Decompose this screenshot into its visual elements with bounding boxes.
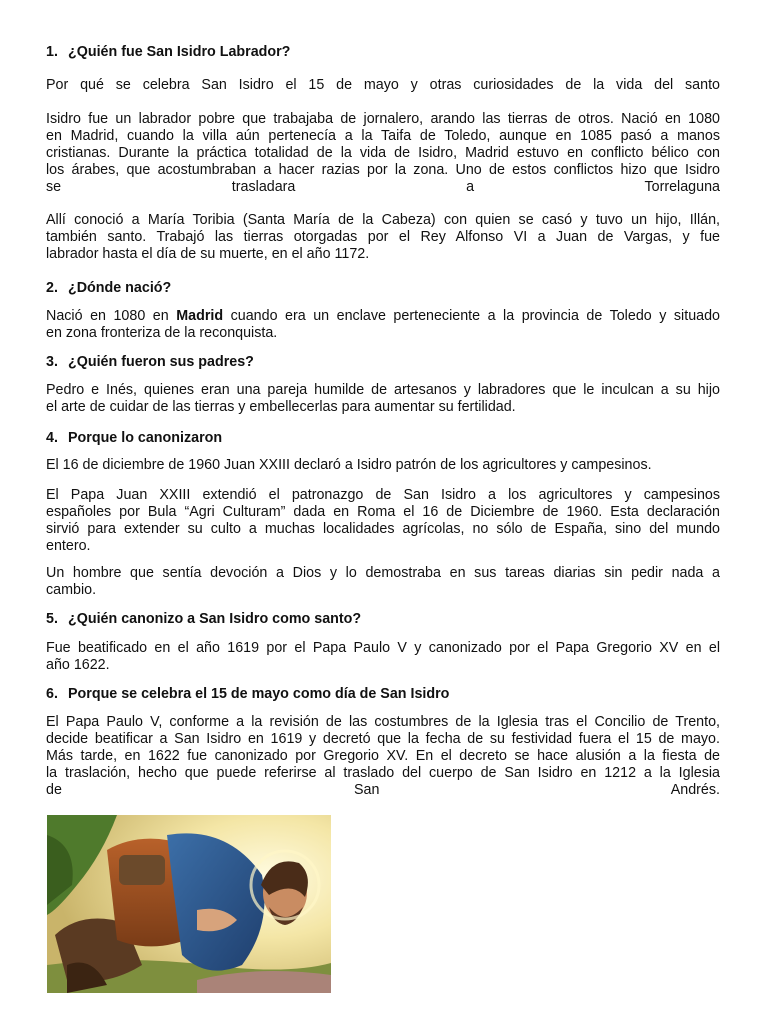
text-line xyxy=(46,308,720,325)
text-line: El Papa Juan XXIII extendió el patronazgo de San Isidro a los agricultores y campesinos xyxy=(46,487,720,503)
section-4-heading xyxy=(46,430,720,447)
section-1-heading xyxy=(46,44,720,61)
text-line: Un hombre que sentía devoción a Dios y lo demostraba en sus tareas diarias sin pedir nada a xyxy=(46,565,720,581)
section-1-paragraph-1 xyxy=(46,111,720,196)
section-3-paragraph xyxy=(46,382,720,416)
section-4-paragraph-3 xyxy=(46,565,720,599)
section-number: 5. xyxy=(46,611,58,627)
section-4-paragraph-1: El 16 de diciembre de 1960 Juan XXIII declaró a Isidro patrón de los agricultores y campesinos. xyxy=(46,457,652,473)
text-line: El Papa Paulo V, conforme a la revisión de las costumbres de la Iglesia tras el Concilio de Trento, xyxy=(46,714,720,730)
text-line: Fue beatificado en el año 1619 por el Papa Paulo V y canonizado por el Papa Gregorio XV en el xyxy=(46,640,720,656)
saint-illustration xyxy=(47,815,331,993)
text-line: decide beatificar a San Isidro en 1619 y decretó que la fecha de su festividad fuera el 15 de mayo. xyxy=(46,731,720,747)
section-6-heading xyxy=(46,686,720,703)
text-line: Isidro fue un labrador pobre que trabajaba de jornalero, arando las tierras de otros. Nació en 1080 xyxy=(46,111,720,127)
section-title: Porque lo canonizaron xyxy=(68,430,223,446)
text-line: de San Andrés. xyxy=(46,782,720,798)
text-line: sirvió para extender su culto a muchas localidades agrícolas, no sólo de España, sino del mundo xyxy=(46,521,720,537)
section-number: 2. xyxy=(46,280,58,296)
section-number: 4. xyxy=(46,430,58,446)
text-line: cristianas. Durante la práctica totalidad de la vida de Isidro, Madrid estuvo en conflicto bélico con xyxy=(46,145,720,161)
text-line: en zona fronteriza de la reconquista. xyxy=(46,325,278,341)
text-line: se trasladara a Torrelaguna xyxy=(46,179,720,195)
section-4-paragraph-2 xyxy=(46,487,720,555)
text-line: el arte de cuidar de las tierras y embellecerlas para aumentar su fertilidad. xyxy=(46,399,516,415)
text-line: también santo. Trabajó las tierras otorgadas por el Rey Alfonso VI a Juan de Vargas, y fue xyxy=(46,229,720,245)
text-line: año 1622. xyxy=(46,657,110,673)
text-line: cambio. xyxy=(46,582,97,598)
section-5-paragraph xyxy=(46,640,720,674)
section-6-paragraph xyxy=(46,714,720,799)
section-1-intro: Por qué se celebra San Isidro el 15 de mayo y otras curiosidades de la vida del santo xyxy=(46,77,720,93)
section-title: ¿Quién canonizo a San Isidro como santo? xyxy=(68,611,362,627)
section-title: Porque se celebra el 15 de mayo como día de San Isidro xyxy=(68,686,450,702)
bold-text: Madrid xyxy=(176,308,224,324)
section-1-paragraph-2 xyxy=(46,212,720,263)
text-run: cuando era un enclave perteneciente a la provincia de Toledo y situado xyxy=(223,308,720,324)
san-isidro-painting xyxy=(47,815,331,993)
text-line: en Madrid, cuando la villa aún pertenecía a la Taifa de Toledo, aunque en 1085 pasó a manos xyxy=(46,128,720,144)
section-title: ¿Quién fue San Isidro Labrador? xyxy=(68,44,291,60)
section-3-heading xyxy=(46,354,720,371)
text-line: Pedro e Inés, quienes eran una pareja humilde de artesanos y labradores que le inculcan a su hijo xyxy=(46,382,720,398)
section-number: 6. xyxy=(46,686,58,702)
text-line: la traslación, hecho que puede referirse al traslado del cuerpo de San Isidro en 1212 a la Iglesia xyxy=(46,765,720,781)
section-number: 1. xyxy=(46,44,58,60)
section-title: ¿Dónde nació? xyxy=(68,280,172,296)
section-2-paragraph xyxy=(46,308,720,342)
text-run: Nació en 1080 en xyxy=(46,308,177,324)
text-line: los árabes, que acostumbraban a hacer razias por la zona. Uno de estos conflictos hizo que Isidro xyxy=(46,162,720,178)
section-2-heading xyxy=(46,280,720,297)
text-line: Allí conoció a María Toribia (Santa María de la Cabeza) con quien se casó y tuvo un hijo, Illán, xyxy=(46,212,720,228)
text-line: entero. xyxy=(46,538,91,554)
text-line: españoles por Bula “Agri Culturam” dada en Roma el 16 de Diciembre de 1960. Esta declaración xyxy=(46,504,720,520)
text-line: Más tarde, en 1622 fue canonizado por Gregorio XV. En el decreto se hace alusión a la fiesta de xyxy=(46,748,720,764)
section-title: ¿Quién fueron sus padres? xyxy=(68,354,254,370)
text-line: labrador hasta el día de su muerte, en el año 1172. xyxy=(46,246,370,262)
section-number: 3. xyxy=(46,354,58,370)
section-5-heading xyxy=(46,611,720,628)
